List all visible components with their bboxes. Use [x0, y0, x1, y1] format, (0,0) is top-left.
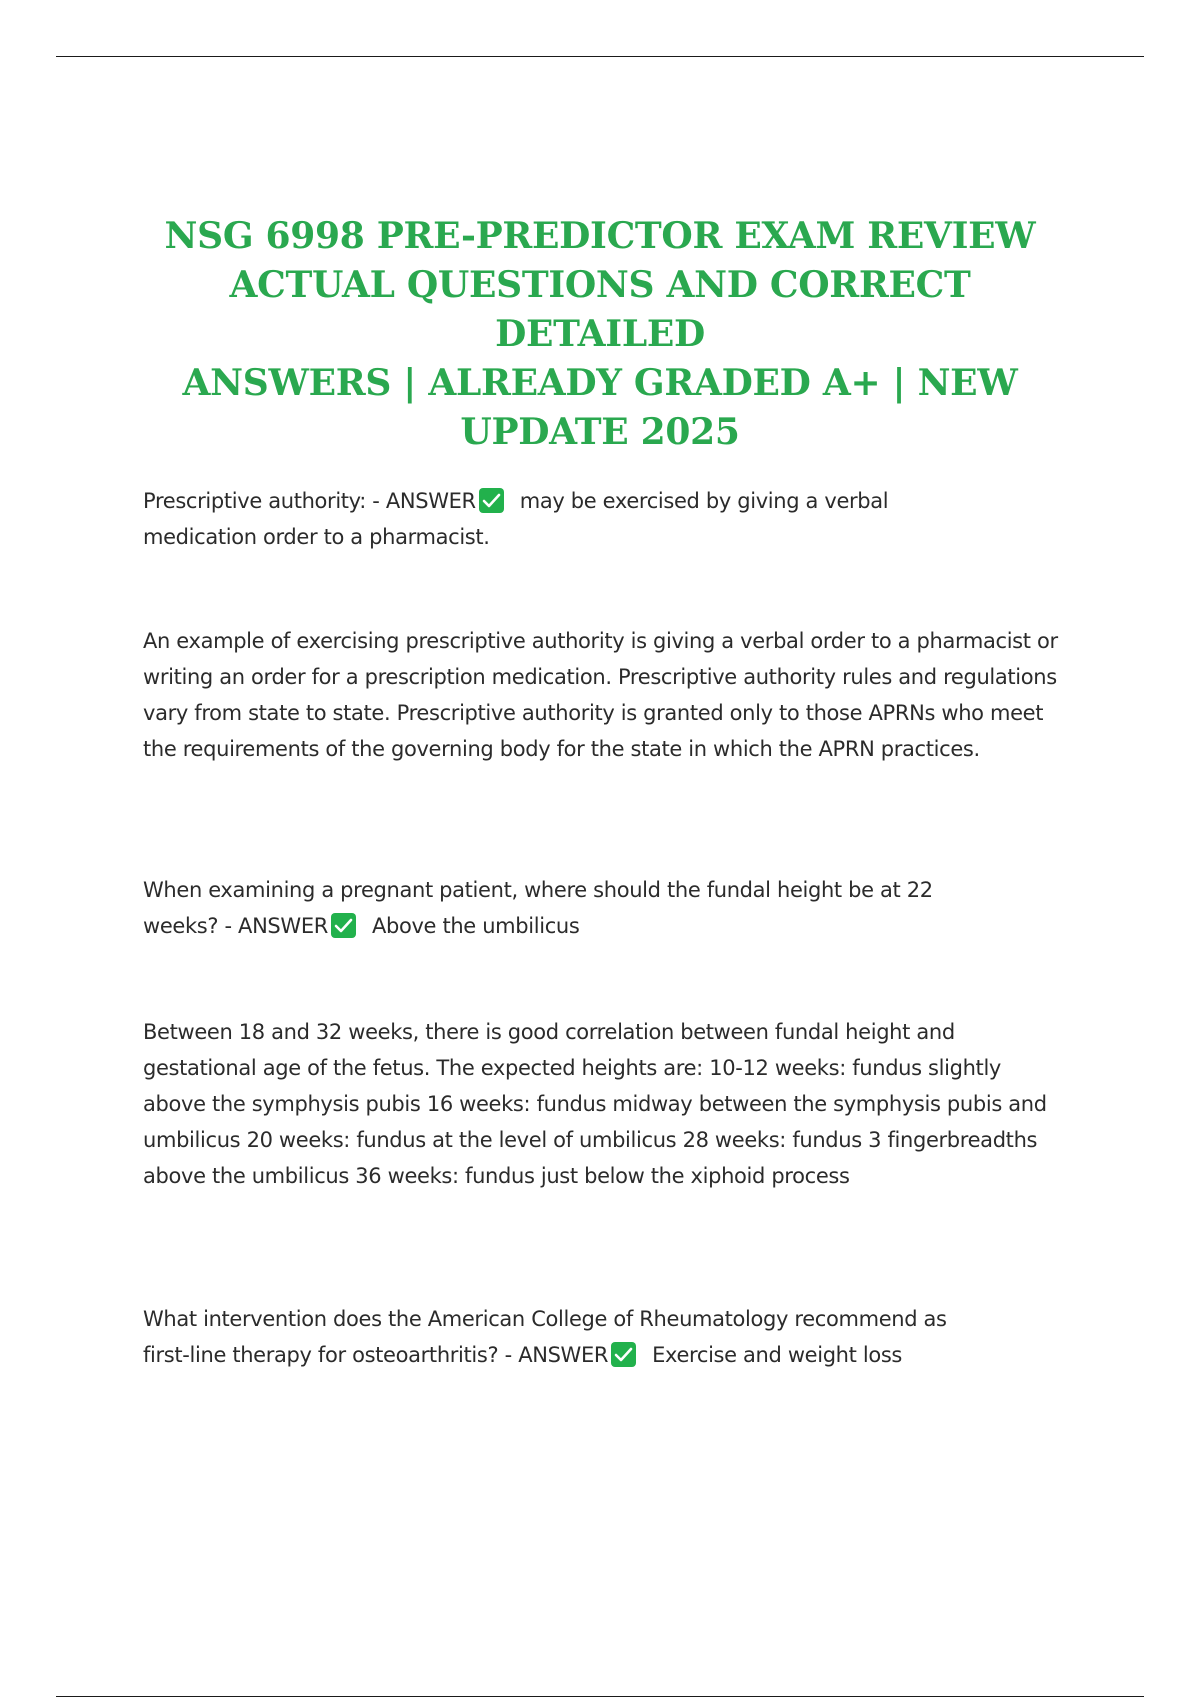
answer-text: Above the umbilicus [371, 914, 580, 938]
title-line: ACTUAL QUESTIONS AND CORRECT DETAILED [229, 264, 971, 355]
question-1 [143, 483, 1063, 555]
title-line: ANSWERS | ALREADY GRADED A+ | NEW [182, 362, 1018, 404]
check-mark-icon [331, 913, 356, 938]
document-title [120, 212, 1080, 457]
title-line: NSG 6998 PRE-PREDICTOR EXAM REVIEW [164, 215, 1036, 257]
answer-text: Exercise and weight loss [652, 1343, 903, 1367]
answer-label: - ANSWER [224, 914, 328, 938]
explanation-1: An example of exercising prescriptive authority is giving a verbal order to a pharmacist or writing an order for a prescription medication. Prescriptive authority rules and regulations vary from state to state. Prescriptive authority is granted only to those APRNs who meet the requirements of the governing body for the state in which the APRN practices. [143, 629, 1058, 761]
question-text: weeks? [143, 914, 219, 938]
answer-text: medication order to a pharmacist. [143, 525, 490, 549]
title-line: UPDATE 2025 [460, 411, 740, 453]
question-text: What intervention does the American College of Rheumatology recommend as [143, 1307, 947, 1331]
answer-label: - ANSWER [504, 1343, 609, 1367]
question-2 [143, 872, 1063, 944]
bottom-divider [56, 1696, 1144, 1697]
question-text: Prescriptive authority: [143, 489, 366, 513]
check-mark-icon [479, 488, 504, 513]
check-mark-icon [611, 1342, 636, 1367]
question-3 [143, 1301, 1063, 1373]
top-divider [56, 56, 1144, 57]
answer-text: may be exercised by giving a verbal [519, 489, 889, 513]
explanation-2: Between 18 and 32 weeks, there is good correlation between fundal height and gestational age of the fetus. The expected heights are: 10-12 weeks: fundus slightly above the symphysis pubis 16 weeks: fundus midway between the symphysis pubis and umbilicus 20 weeks: fundus at the level of umbilicus 28 weeks: fundus 3 fingerbreadths above the umbilicus 36 weeks: fundus just below the xiphoid process [143, 1020, 1047, 1188]
question-text: When examining a pregnant patient, where should the fundal height be at 22 [143, 878, 933, 902]
question-text: first-line therapy for osteoarthritis? [143, 1343, 499, 1367]
answer-label: - ANSWER [372, 489, 476, 513]
